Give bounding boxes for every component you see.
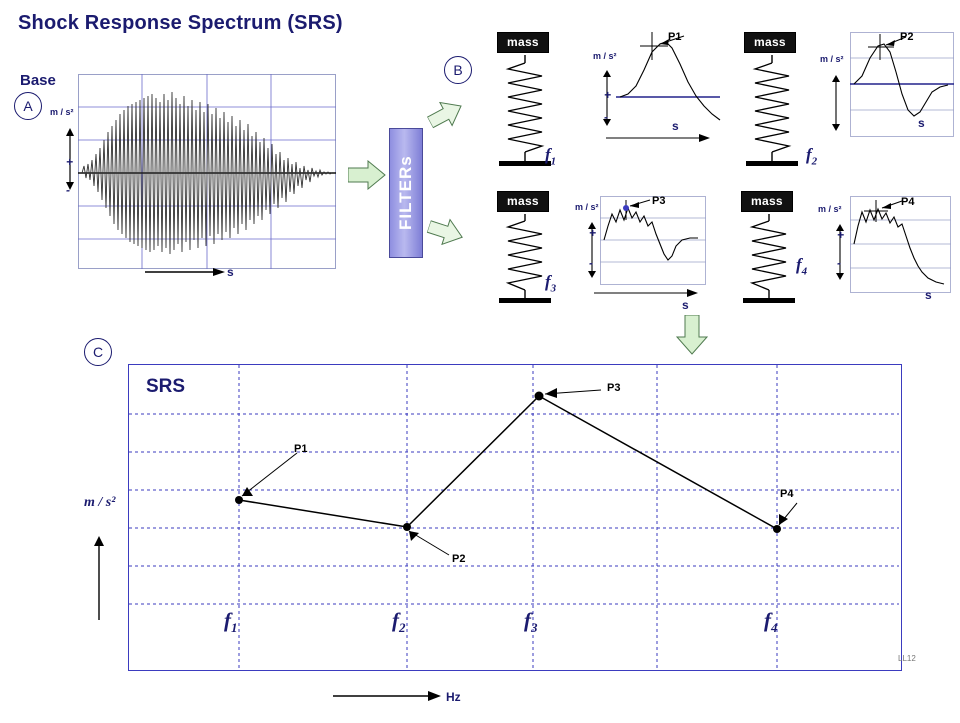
sdof-3-y-unit: m / s² (575, 202, 599, 212)
mass-block-4 (741, 192, 793, 210)
sdof-1-response-plot (616, 30, 726, 130)
frequency-label-1: $f_1$ (545, 145, 557, 168)
srs-point-label-p4: P4 (780, 488, 794, 500)
sdof-4-plus: + (837, 228, 845, 242)
frequency-label-2: $f_2$ (806, 145, 818, 168)
mass-block-2 (744, 33, 796, 51)
mass-label-3: mass (497, 191, 549, 212)
frequency-label-3: $f_3$ (545, 272, 557, 295)
sdof-3-minus: - (589, 256, 593, 270)
marker-c: C (84, 338, 112, 366)
sdof-2-x-unit: s (918, 116, 925, 130)
mass-block-3 (497, 192, 549, 210)
mass-block-1 (497, 33, 549, 51)
page-title: Shock Response Spectrum (SRS) (18, 12, 343, 34)
srs-point-label-p2: P2 (452, 553, 466, 565)
sdof-1-x-unit: s (672, 119, 679, 133)
filters-label: FILTERs (396, 155, 415, 231)
srs-y-axis-arrow (92, 536, 106, 620)
srs-chart-plot (129, 365, 899, 668)
srs-freq-label-1: $f_1$ (224, 608, 238, 636)
peak-label-p4-detail: P4 (901, 196, 915, 208)
base-time-history-plot (78, 74, 336, 269)
base-x-unit: s (227, 265, 234, 279)
srs-point-label-p1: P1 (294, 443, 308, 455)
footer-code: LL12 (898, 654, 916, 663)
sdof-1-plus: + (604, 88, 612, 102)
srs-y-axis-label: m / s² (84, 495, 116, 510)
srs-title: SRS (146, 376, 186, 397)
sdof-1-x-arrow (606, 133, 710, 143)
arrow-filters-out-bottom (425, 213, 468, 251)
base-y-unit: m / s² (50, 107, 74, 117)
base-plus-sign: + (66, 155, 74, 169)
peak-label-p1-detail: P1 (668, 31, 682, 43)
base-minus-sign: - (66, 183, 70, 197)
sdof-4-minus: - (837, 256, 841, 270)
mass-label-4: mass (741, 191, 793, 212)
peak-label-p2-detail: P2 (900, 31, 914, 43)
sdof-4-response-plot (850, 196, 956, 298)
base-label: Base (20, 72, 56, 89)
srs-freq-label-4: $f_4$ (764, 608, 778, 636)
filters-block[interactable] (389, 128, 423, 258)
sdof-1-minus: - (604, 110, 608, 124)
srs-x-axis-label: Hz (446, 690, 461, 704)
spring-system-2 (742, 55, 802, 170)
arrow-base-to-filters (348, 160, 386, 190)
sdof-2-y-unit: m / s² (820, 54, 844, 64)
sdof-3-response-plot (600, 196, 710, 296)
sdof-3-x-unit: s (682, 298, 689, 312)
sdof-2-response-plot (850, 32, 954, 137)
mass-label-1: mass (497, 32, 549, 53)
sdof-3-x-arrow (594, 288, 698, 298)
srs-freq-label-2: $f_2$ (392, 608, 406, 636)
frequency-label-4: $f_4$ (796, 255, 808, 278)
srs-freq-label-3: $f_3$ (524, 608, 538, 636)
spring-system-4 (739, 214, 799, 306)
sdof-1-y-unit: m / s² (593, 51, 617, 61)
mass-label-2: mass (744, 32, 796, 53)
sdof-4-x-unit: s (925, 288, 932, 302)
peak-label-p3-detail: P3 (652, 195, 666, 207)
sdof-4-y-unit: m / s² (818, 204, 842, 214)
srs-x-axis-arrow (333, 690, 441, 702)
sdof-2-y-arrow (829, 75, 843, 131)
marker-a: A (14, 92, 42, 120)
srs-point-label-p3: P3 (607, 382, 621, 394)
arrow-to-srs (676, 315, 708, 355)
sdof-3-plus: + (589, 226, 597, 240)
arrow-filters-out-top (424, 93, 469, 135)
marker-b: B (444, 56, 472, 84)
base-x-arrow (145, 266, 225, 278)
